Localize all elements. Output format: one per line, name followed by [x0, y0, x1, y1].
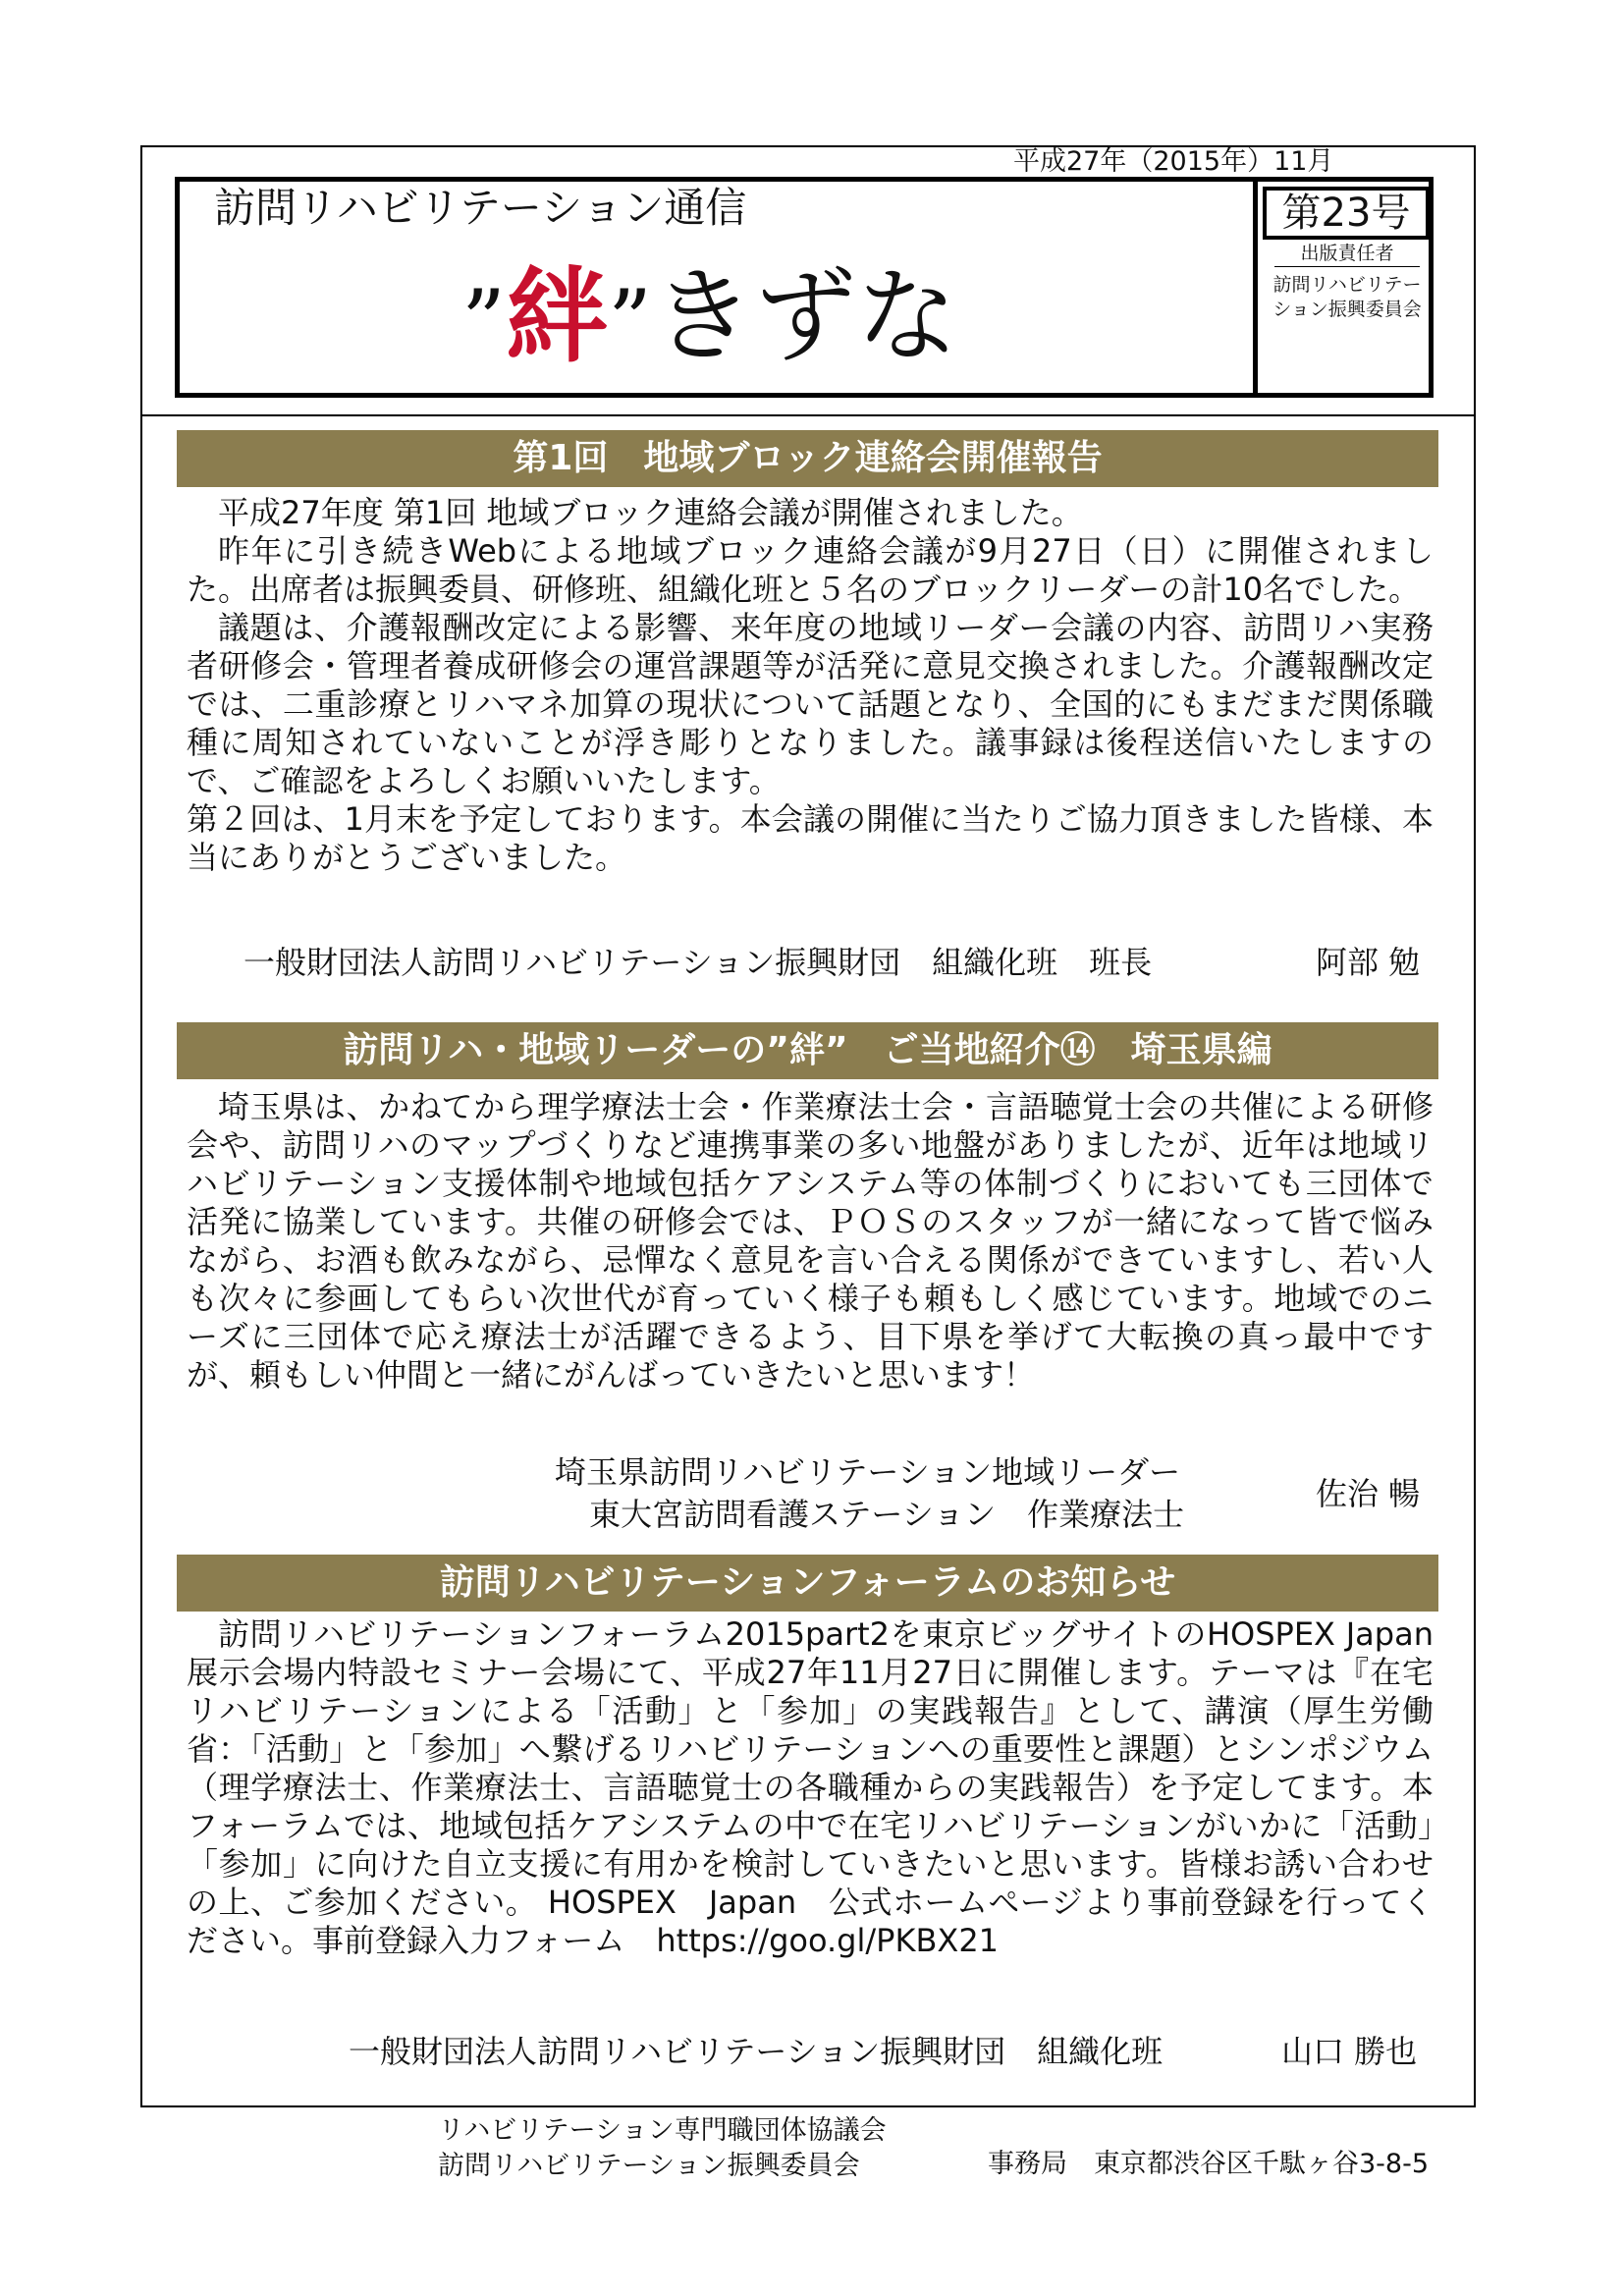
- editor-info: [1269, 242, 1426, 359]
- paragraph: 昨年に引き続きWebによる地域ブロック連絡会議が9月27日（日）に開催されました。出席者は振興委員、研修班、組織化班と５名のブロックリーダーの計10名でした。: [187, 532, 1434, 608]
- paragraph: 埼玉県は、かねてから理学療法士会・作業療法士会・言語聴覚士会の共催による研修会や、訪問リハのマップづくりなど連携事業の多い地盤がありましたが、近年は地域リハビリテーション支援体制や地域包括ケアシステム等の体制づくりにおいても三団体で活発に協業しています。共催の研修会では、ＰＯＳのスタッフが一緒になって皆で悩みながら、お酒も飲みながら、忌憚なく意見を言い合える関係ができていますし、若い人も次々に参画してもらい次世代が育っていく様子も頼もしく感じています。地域でのニーズに三団体で応え療法士が活躍できるよう、目下県を挙げて大転換の真っ最中ですが、頼もしい仲間と一緒にがんばっていきたいと思います！: [187, 1088, 1434, 1394]
- signature-line: 東大宮訪問看護ステーション 作業療法士: [589, 1496, 1185, 1533]
- title-kana: きずな: [652, 256, 959, 376]
- section-heading: 第1回 地域ブロック連絡会開催報告: [177, 430, 1438, 487]
- paragraph: 訪問リハビリテーションフォーラム2015part2を東京ビッグサイトのHOSPEX Japan展示会場内特設セミナー会場にて、平成27年11月27日に開催します。テーマは『在宅リハビリテーションによる「活動」と「参加」の実践報告』として、講演（厚生労働省：「活動」と「参加」へ繋げるリハビリテーションへの重要性と課題）とシンポジウム（理学療法士、作業療法士、言語聴覚士の各職種からの実践報告）を予定してます。本フォーラムでは、地域包括ケアシステムの中で在宅リハビリテーションがいかに「活動」「参加」に向けた自立支援に有用かを検討していきたいと思います。皆様お誘い合わせの上、ご参加ください。 HOSPEX Japan 公式ホームページより事前登録を行ってください。事前登録入力フォーム https://goo.gl/PKBX21: [187, 1615, 1434, 1959]
- title-kanji: 絆: [506, 255, 609, 376]
- footer-council: リハビリテーション専門職団体協議会: [438, 2115, 887, 2146]
- signature-organization: 一般財団法人訪問リハビリテーション振興財団 組織化班 班長: [244, 944, 1153, 981]
- paragraph: 第２回は、1月末を予定しております。本会議の開催に当たりご協力頂きました皆様、本当にありがとうございました。: [187, 800, 1434, 876]
- footer-office-address: 事務局 東京都渋谷区千駄ヶ谷3-8-5: [988, 2149, 1430, 2179]
- paragraph: 議題は、介護報酬改定による影響、来年度の地域リーダー会議の内容、訪問リハ実務者研修会・管理者養成研修会の運営課題等が活発に意見交換されました。介護報酬改定では、二重診療とリハマネ加算の現状について話題となり、全国的にもまだまだ関係職種に周知されていないことが浮き彫りとなりました。議事録は後程送信いたしますので、ご確認をよろしくお願いいたします。: [187, 609, 1434, 799]
- signature-name: 阿部 勉: [1316, 944, 1421, 981]
- paragraph: 平成27年度 第1回 地域ブロック連絡会議が開催されました。: [218, 494, 1083, 531]
- publication-name: 訪問リハビリテーション通信: [214, 184, 747, 232]
- title-quote-close: ”: [608, 271, 653, 372]
- section-heading: 訪問リハ・地域リーダーの”絆” ご当地紹介⑭ 埼玉県編: [177, 1022, 1438, 1079]
- section-body: [187, 494, 1434, 877]
- masthead-divider: [1253, 177, 1258, 398]
- section-heading: 訪問リハビリテーションフォーラムのお知らせ: [177, 1555, 1438, 1612]
- title-quote-open: ”: [461, 271, 506, 372]
- footer-organizations: [438, 2113, 887, 2184]
- footer-committee: 訪問リハビリテーション振興委員会: [438, 2151, 860, 2181]
- signature-name: 山口 勝也: [1281, 2033, 1418, 2070]
- newsletter-title: [461, 257, 958, 381]
- section-body: [187, 1088, 1434, 1394]
- signature-name: 佐治 暢: [1316, 1475, 1421, 1512]
- issue-date: 平成27年（2015年）11月: [1013, 146, 1334, 177]
- editor-name: 訪問リハビリテーション振興委員会: [1272, 274, 1422, 320]
- signature-organization: 一般財団法人訪問リハビリテーション振興財団 組織化班: [349, 2033, 1164, 2070]
- header-separator: [140, 414, 1476, 416]
- signature-line: 埼玉県訪問リハビリテーション地域リーダー: [555, 1453, 1181, 1491]
- issue-number: 第23号: [1263, 187, 1430, 240]
- editor-label: 出版責任者: [1274, 242, 1420, 267]
- section-body: [187, 1615, 1434, 1960]
